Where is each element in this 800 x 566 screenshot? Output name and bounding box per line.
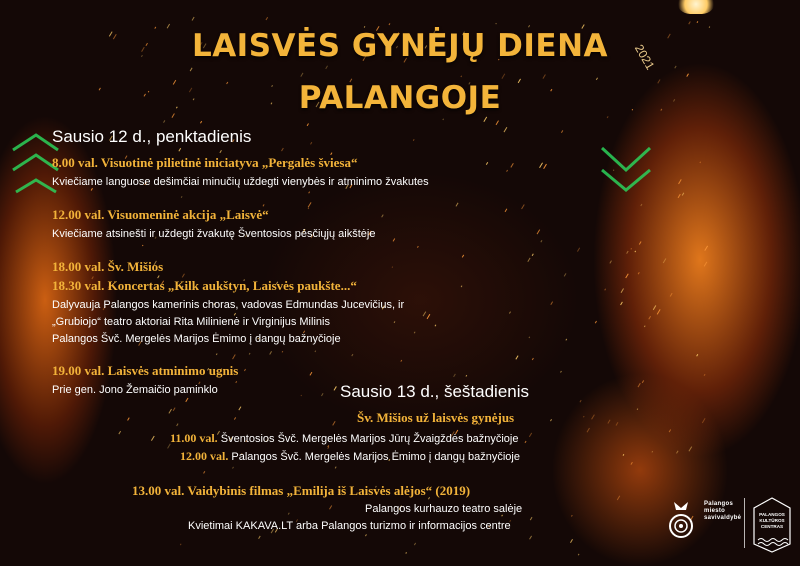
spark: [334, 386, 336, 390]
mass-time-1: 11.00 val.: [170, 431, 218, 445]
spark: [705, 246, 708, 251]
spark: [607, 116, 608, 118]
spark: [192, 17, 194, 20]
spark: [236, 381, 237, 383]
spark: [639, 241, 641, 244]
spark: [282, 148, 284, 151]
spark: [502, 515, 503, 516]
mass-place-1: Šventosios Švč. Mergelės Marijos Jūrų Žvaigždės bažnyčioje: [220, 433, 519, 445]
spark: [644, 326, 645, 327]
event-visuotine-desc: Kviečiame languose dešimčiai minučių uždegti vienybės ir atminimo žvakutes: [52, 176, 429, 188]
spark: [270, 351, 272, 354]
spark: [623, 454, 624, 455]
event-laisve-title: 12.00 val. Visuomeninė akcija „Laisvė“: [52, 207, 269, 222]
spark: [394, 321, 395, 322]
spark: [578, 554, 579, 555]
spark: [709, 27, 710, 28]
spark: [638, 272, 639, 274]
film-title: 13.00 val. Vaidybinis filmas „Emilija iš Laisvės alėjos“ (2019): [132, 483, 471, 498]
municipality-logo-line-3: savivaldybė: [704, 515, 742, 521]
culture-center-line-2: KULTŪROS: [759, 518, 785, 523]
spark: [616, 422, 618, 425]
spark: [301, 395, 302, 396]
spark: [496, 23, 497, 24]
spark: [164, 120, 165, 122]
film-desc-1: Palangos kurhauzo teatro salėje: [365, 503, 523, 515]
spark: [702, 418, 705, 423]
spark: [570, 539, 572, 542]
spark: [181, 196, 182, 197]
spark: [461, 76, 462, 77]
spark: [561, 371, 562, 373]
spark: [204, 471, 205, 473]
event-koncertas-desc-1: Dalyvauja Palangos kamerinis choras, vadovas Edmundas Jucevičius, ir: [52, 299, 405, 311]
spark: [329, 505, 331, 509]
spark: [382, 215, 384, 218]
mass-title: Šv. Mišios už laisvės gynėjus: [357, 410, 515, 425]
spark: [128, 418, 130, 421]
spark: [504, 127, 507, 132]
event-ugnis-title: 19.00 val. Laisvės atminimo ugnis: [52, 363, 239, 378]
spark: [321, 393, 323, 396]
spark: [389, 23, 390, 25]
culture-center-line-1: PALANGOS: [759, 512, 785, 517]
spark: [627, 251, 629, 254]
spark: [700, 162, 701, 163]
spark: [653, 305, 656, 309]
spark: [352, 354, 353, 356]
event-ugnis-desc: Prie gen. Jono Žemaičio paminklo: [52, 384, 218, 396]
spark: [417, 246, 418, 247]
spark: [301, 73, 303, 77]
spark: [592, 415, 595, 420]
mass-row-2: [180, 449, 520, 464]
spark: [249, 353, 250, 355]
title-line-2: PALANGOJE: [298, 80, 502, 116]
spark: [414, 543, 415, 545]
spark: [697, 21, 698, 22]
film-desc-2: Kvietimai KAKAVA.LT arba Palangos turizmo ir informacijos centre: [188, 520, 511, 532]
municipality-logo-line-1: Palangos: [704, 501, 734, 507]
spark: [119, 431, 121, 434]
spark: [537, 230, 540, 234]
spark: [393, 239, 395, 242]
spark: [502, 74, 505, 79]
spark: [551, 302, 553, 305]
spark: [561, 130, 562, 132]
spark: [704, 374, 705, 376]
day1-heading: Sausio 12 d., penktadienis: [52, 127, 252, 146]
spark: [679, 179, 682, 184]
spark: [649, 316, 651, 319]
event-koncertas-desc-2: „Grubiojo“ teatro aktoriai Rita Milinienė ir Virginijus Milinis: [52, 316, 330, 328]
spark: [689, 447, 692, 452]
spark: [605, 289, 606, 291]
spark: [307, 124, 308, 126]
spark: [652, 451, 653, 452]
spark: [311, 142, 312, 144]
spark: [608, 420, 610, 424]
spark: [580, 400, 581, 402]
spark: [657, 309, 660, 314]
spark: [315, 351, 316, 352]
spark: [638, 383, 640, 387]
spark: [641, 204, 642, 206]
spark: [461, 286, 462, 287]
spark: [678, 194, 680, 198]
spark: [326, 66, 328, 69]
spark: [566, 339, 567, 341]
spark: [530, 536, 532, 539]
spark: [528, 258, 530, 262]
spark: [689, 22, 691, 25]
spark: [282, 351, 283, 352]
spark: [505, 209, 507, 212]
spark: [677, 451, 679, 454]
spark: [543, 75, 545, 79]
spark: [310, 372, 312, 375]
event-koncertas-title: 18.30 val. Koncertas „Kilk aukštyn, Laisvės paukšte...“: [52, 278, 357, 293]
spark: [190, 68, 192, 71]
spark: [669, 429, 671, 432]
green-lights-right: [596, 140, 656, 200]
spark: [682, 193, 684, 196]
spark: [530, 517, 532, 520]
spark: [541, 240, 542, 242]
spark: [309, 192, 310, 194]
culture-center-logo-text: [752, 512, 792, 530]
spark: [179, 148, 181, 151]
spark: [532, 358, 533, 360]
spark: [266, 17, 268, 20]
event-visuotine-title: 8.00 val. Visuotinė pilietinė iniciatyva „Pergalės šviesa“: [52, 155, 358, 170]
spark: [91, 188, 92, 190]
spark: [687, 74, 689, 77]
spark: [544, 164, 547, 169]
spark: [564, 273, 566, 276]
spark: [610, 261, 612, 264]
spark: [529, 433, 531, 437]
spark: [462, 255, 464, 258]
spark: [617, 496, 620, 500]
municipality-logo-line-2: miesto: [704, 508, 726, 514]
spark: [173, 408, 175, 411]
spark: [456, 203, 458, 207]
spark: [621, 289, 624, 293]
spark: [507, 170, 508, 172]
spark: [288, 513, 289, 515]
spark: [200, 121, 201, 123]
spark: [540, 163, 543, 168]
municipality-logo-text: [704, 501, 741, 522]
spark: [621, 302, 623, 305]
mass-place-2: Palangos Švč. Mergelės Marijos Ėmimo į dangų bažnyčioje: [231, 451, 520, 463]
day2-heading: Sausio 13 d., šeštadienis: [340, 382, 530, 401]
municipality-logo-icon: [664, 498, 698, 544]
spark: [550, 419, 551, 421]
spark: [466, 375, 467, 376]
year-label: 2021: [631, 42, 658, 73]
culture-center-line-3: CENTRAS: [760, 524, 784, 529]
spark: [496, 121, 498, 125]
spark: [244, 369, 245, 371]
mass-row-1: [170, 431, 518, 446]
spark: [522, 204, 525, 209]
event-laisve-desc: Kviečiame atsinešti ir uždegti žvakutę Šventosios pėsčiųjų aikštėje: [52, 228, 376, 240]
spark: [509, 312, 510, 314]
spark: [595, 321, 596, 323]
spark: [663, 258, 666, 262]
spark: [704, 262, 707, 266]
mass-time-2: 12.00 val.: [180, 449, 229, 463]
logo-divider: [744, 498, 745, 548]
spark: [233, 355, 236, 360]
spark: [675, 66, 676, 68]
spark: [571, 515, 572, 516]
spark: [529, 337, 530, 338]
spark: [259, 536, 261, 539]
spark: [414, 332, 415, 334]
spark: [583, 416, 584, 417]
spark: [635, 251, 636, 252]
spark: [454, 374, 456, 377]
spark: [413, 139, 414, 140]
spark: [443, 119, 444, 120]
spark: [392, 267, 393, 268]
spark: [239, 407, 241, 411]
spark: [216, 353, 217, 354]
spark: [670, 293, 672, 296]
spark: [308, 202, 311, 207]
spark: [151, 436, 154, 441]
spark: [234, 417, 235, 419]
spark: [637, 409, 638, 410]
spark: [427, 314, 430, 319]
spark: [631, 462, 633, 465]
spark: [577, 248, 579, 252]
spark: [486, 162, 487, 164]
spark: [406, 552, 407, 553]
spark: [532, 254, 533, 256]
spark: [626, 274, 629, 278]
spark: [186, 398, 188, 402]
spark: [525, 441, 526, 443]
spark: [401, 360, 402, 362]
spark: [642, 380, 643, 382]
event-koncertas-desc-3: Palangos Švč. Mergelės Marijos Ėmimo į dangų bažnyčioje: [52, 333, 341, 345]
spark: [516, 356, 518, 360]
spark: [511, 163, 514, 167]
spark: [587, 428, 590, 432]
spark: [142, 245, 143, 246]
spark: [177, 424, 178, 426]
title-line-1: LAISVĖS GYNĖJŲ DIENA: [191, 28, 609, 64]
spark: [435, 325, 436, 326]
spark: [333, 421, 335, 425]
spark: [423, 312, 426, 317]
spark: [697, 354, 698, 356]
spark: [484, 117, 487, 122]
spark: [308, 208, 309, 209]
spark: [169, 409, 172, 413]
spark: [631, 248, 632, 249]
spark: [365, 534, 366, 536]
spark: [182, 274, 184, 278]
spark: [335, 467, 336, 469]
spark: [232, 467, 233, 469]
event-misios-title: 18.00 val. Šv. Mišios: [52, 259, 164, 274]
spark: [220, 150, 222, 153]
spark: [528, 25, 529, 27]
spark: [180, 544, 181, 545]
